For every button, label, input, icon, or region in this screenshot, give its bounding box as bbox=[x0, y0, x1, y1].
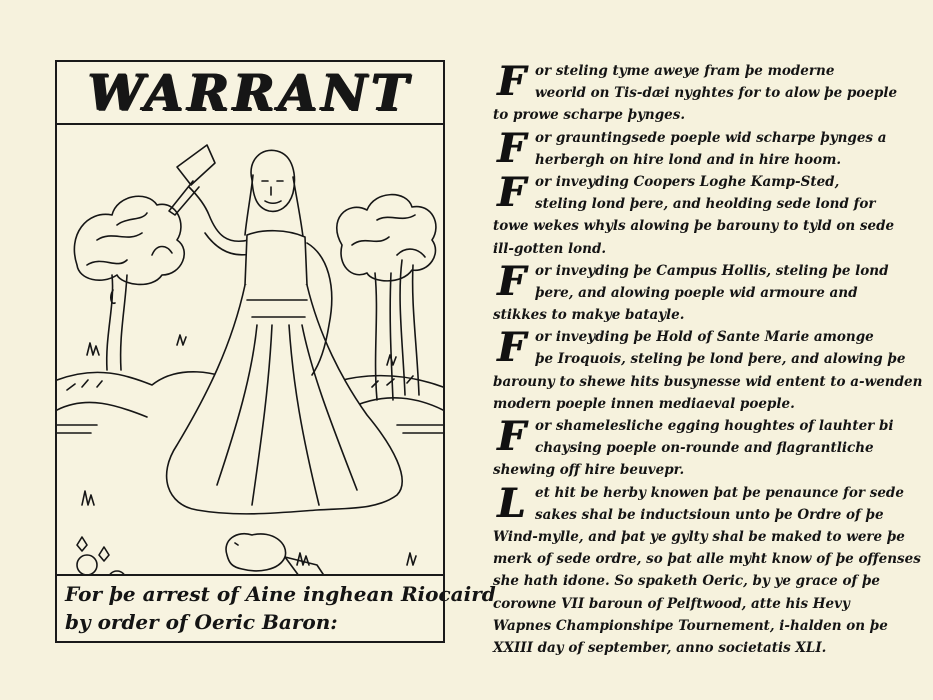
drop-cap: F bbox=[497, 124, 526, 172]
sentence-paragraph bbox=[493, 479, 921, 660]
charge-paragraph bbox=[493, 168, 895, 260]
text-line: sakes shal be inductsioun unto þe Ordre of þe bbox=[535, 506, 884, 523]
text-line: herbergh on hire lond and in hire hoom. bbox=[535, 151, 842, 168]
text-line: shewing off hire beuvepr. bbox=[493, 462, 685, 479]
text-line: Wind-mylle, and þat ye gylty shal be maked to were þe bbox=[493, 528, 905, 545]
text-line: or inveyding Coopers Loghe Kamp-Sted, bbox=[535, 173, 840, 190]
text-line: or inveyding þe Campus Hollis, steling þe lond bbox=[535, 262, 889, 279]
beaver bbox=[226, 534, 286, 571]
text-line: merk of sede ordre, so þat alle myht know of þe offenses bbox=[493, 551, 921, 568]
text-line: þere, and alowing poeple wid armoure and bbox=[535, 284, 858, 301]
text-line: steling lond þere, and heolding sede lond for bbox=[535, 196, 876, 213]
text-line: or shamelesliche egging houghtes of lauhter bi bbox=[535, 418, 894, 434]
drop-cap: F bbox=[497, 257, 526, 305]
text-line: ill-gotten lond. bbox=[493, 240, 607, 257]
drop-cap: L bbox=[497, 479, 526, 527]
text-line: stikkes to makye batayle. bbox=[493, 307, 685, 324]
drop-cap: F bbox=[497, 58, 526, 105]
text-line: towe wekes whyls alowing þe barouny to tyld on sede bbox=[493, 218, 895, 235]
text-line: or grauntingsede poeple wid scharpe þynges a bbox=[535, 129, 887, 146]
charge-paragraph bbox=[493, 324, 923, 415]
text-line: Wapnes Championshipe Tournement, i-halden on þe bbox=[493, 617, 888, 634]
warrant-caption bbox=[57, 574, 496, 641]
right-trees bbox=[337, 195, 436, 400]
text-line: þe Iroquois, steling þe lond þere, and alowing þe bbox=[535, 351, 906, 368]
text-line: et hit be herby knowen þat þe penaunce for sede bbox=[535, 484, 904, 501]
caption-line-1: For þe arrest of Aine inghean Riocaird bbox=[65, 582, 496, 606]
text-line: chaysing poeple on-rounde and flagrantliche bbox=[535, 440, 874, 457]
charge-paragraph bbox=[493, 257, 889, 327]
charge-paragraph bbox=[493, 124, 888, 172]
warrant-title-banner bbox=[57, 62, 443, 125]
text-line: barouny to shewe hits busynesse wid entent to a-wenden bbox=[493, 373, 923, 390]
warrant-poster bbox=[55, 60, 496, 643]
charges-text bbox=[493, 58, 923, 659]
text-line: corowne VII baroun of Pelftwood, atte his Hevy bbox=[493, 595, 850, 612]
drop-cap: F bbox=[497, 168, 526, 216]
charge-paragraph bbox=[493, 58, 898, 127]
drop-cap: F bbox=[497, 413, 526, 460]
text-line: XXIII day of september, anno societatis XLI. bbox=[493, 639, 827, 656]
drop-cap: F bbox=[497, 324, 526, 372]
text-line: or inveyding þe Hold of Sante Marie amonge bbox=[535, 329, 874, 346]
woodcut-illustration bbox=[57, 125, 496, 635]
text-line: or steling tyme aweye fram þe moderne bbox=[535, 63, 835, 79]
caption-line-2: by order of Oeric Baron: bbox=[65, 610, 338, 634]
text-line: modern poeple innen mediaeval poeple. bbox=[493, 395, 795, 412]
text-line: weorld on Tis-dæi nyghtes for to alow þe poeple bbox=[535, 85, 898, 102]
text-line: she hath idone. So spaketh Oeric, by ye grace of þe bbox=[493, 573, 881, 590]
charge-paragraph bbox=[493, 413, 894, 482]
warrant-title: WARRANT bbox=[87, 63, 413, 122]
text-line: to prowe scharpe þynges. bbox=[493, 107, 686, 124]
